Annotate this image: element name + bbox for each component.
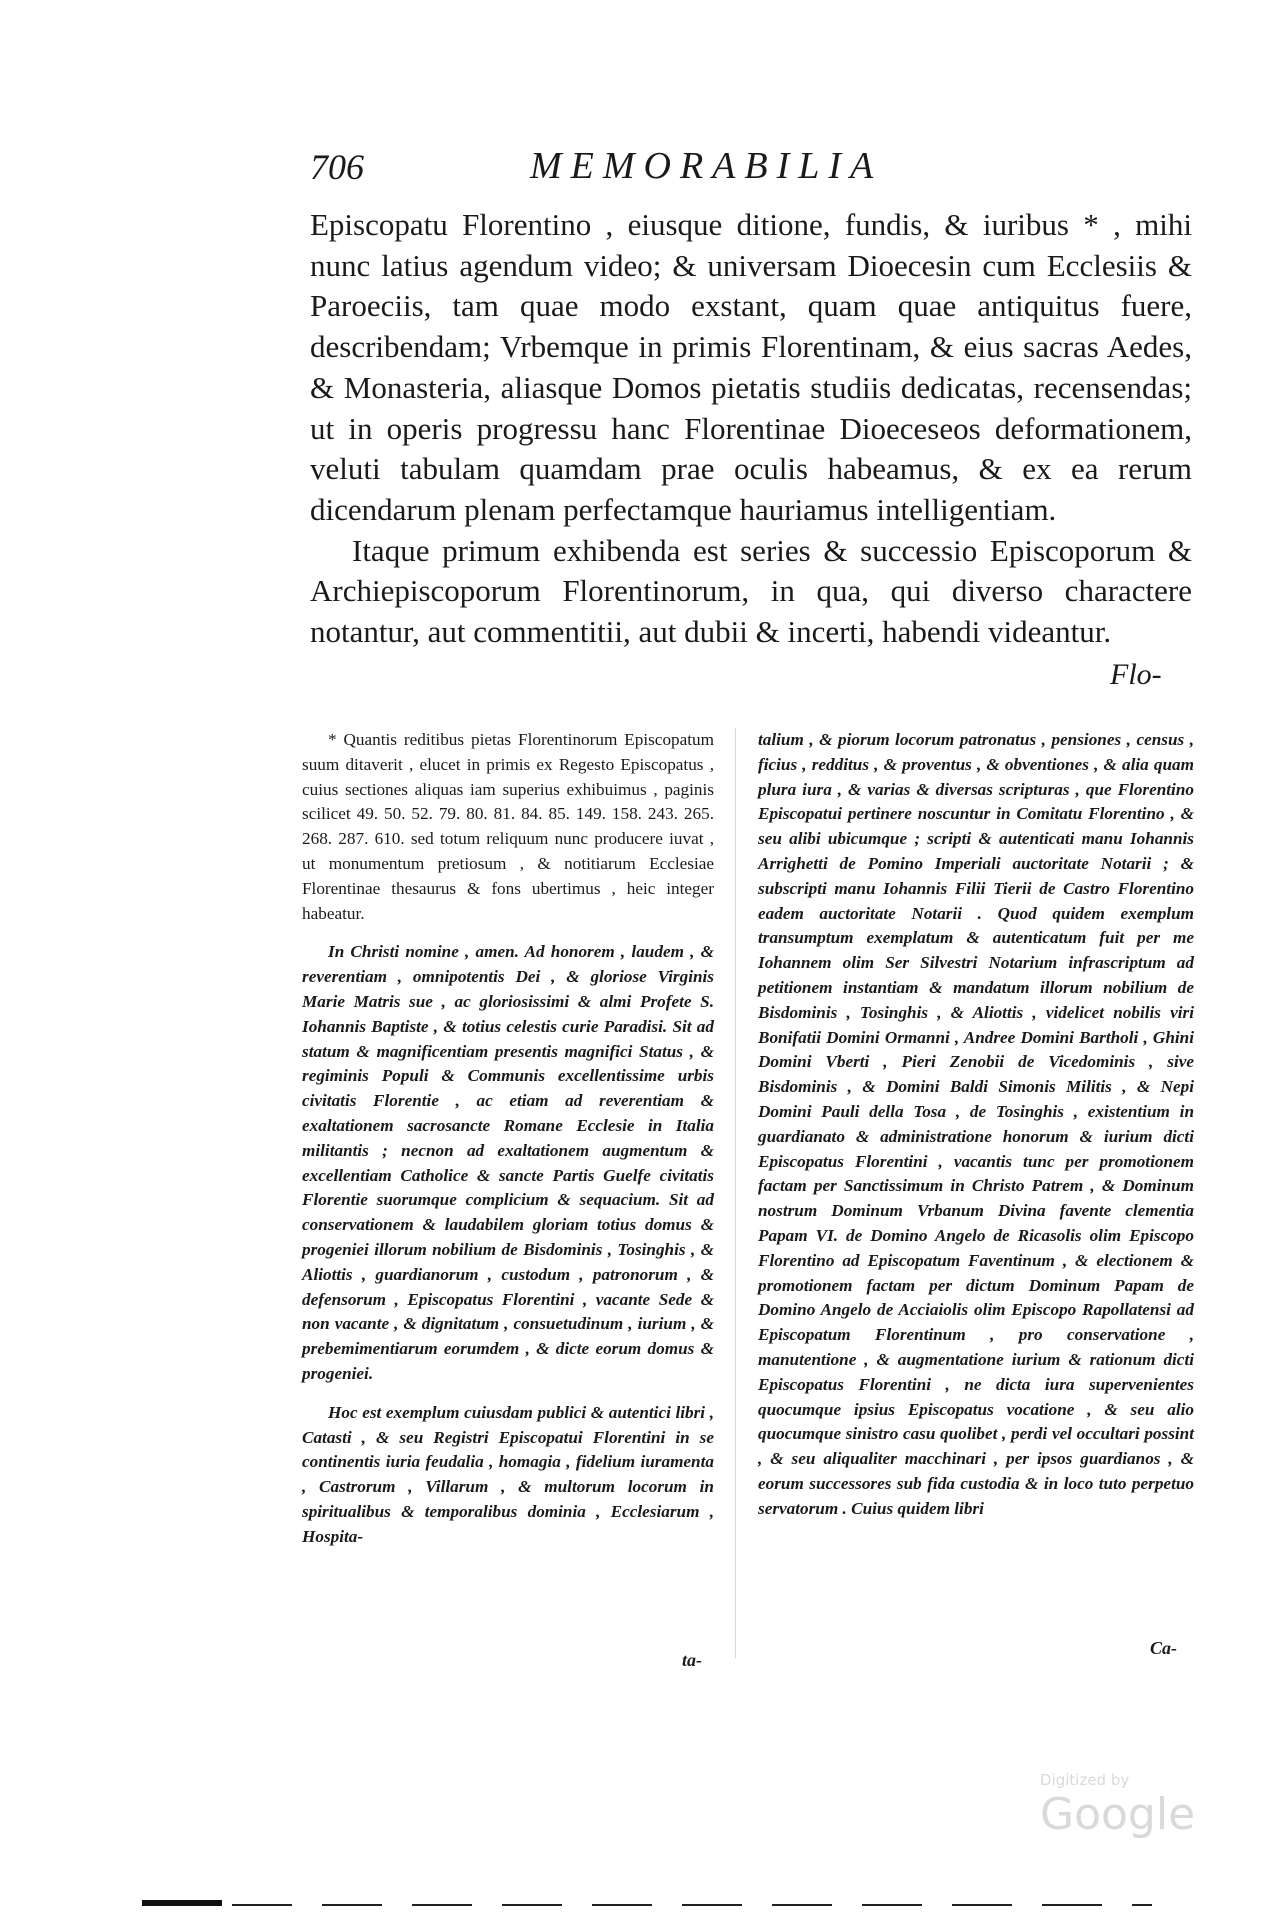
page-number: 706 xyxy=(310,147,364,187)
main-text xyxy=(310,205,1192,653)
column-divider xyxy=(735,728,736,1658)
watermark-prefix: Digitized by xyxy=(1040,1771,1130,1789)
right-catchword: Ca- xyxy=(1150,1638,1177,1658)
running-title: MEMORABILIA xyxy=(530,145,883,187)
watermark-brand: Google xyxy=(1040,1789,1196,1840)
document-exemplum: Hoc est exemplum cuiusdam publici & autentici libri , Catasti , & seu Registri Episcopatui Florentini in se continentis iuria feudalia , homagia , fidelium iuramenta , Castrorum , Villarum , & multorum locorum in spiritualibus & temporalibus dominia , Ecclesiarum , Hospita- xyxy=(302,1402,714,1546)
footnote-asterisk: * Quantis reditibus pietas Florentinorum Episcopatum suum ditaverit , elucet in primis ex Regesto Episcopatus , cuius sectiones aliquas iam superius exhibuimus , paginis scilicet 49. 50. 52. 79. 80. 81. 84. 85. 149. 158. 243. 265. 268. 287. 610. sed totum reliquum nunc producere iuvat , ut monumentum pretiosum , & notitiarum Ecclesiae Florentinae thesaurus & fons ubertimus , heic integer habeatur. xyxy=(302,730,714,923)
document-continuation: talium , & piorum locorum patronatus , pensiones , census , ficius , redditus , & proventus , & obventiones , & alia quam plura iura , & varias & diversas scripturas , que Florentino Episcopatui pertinere noscuntur in Comitatu Florentino , & seu alibi ubicumque ; scripti & autenticati manu Iohannis Arrighetti de Pomino Imperiali auctoritate Notarii ; & subscripti manu Iohannis Filii Tierii de Castro Florentino eadem auctoritate Notarii . Quod quidem exemplum transumptum exemplatum & autenticatum fuit per me Iohannem olim Ser Silvestri Notarium infrascriptum ad petitionem instantiam & mandatum illorum nobilium de Bisdominis , Tosinghis , & Aliottis , videlicet nobilis viri Bonifatii Domini Ormanni , Andree Domini Bartholi , Ghini Domini Vberti , Pieri Zenobii de Vicedominis , sive Bisdominis , & Domini Baldi Simonis Militis , & Nepi Domini Pauli della Tosa , de Tosinghis , existentium in guardianato & administratione honorum & iurium dicti Episcopatus Florentini , vacantis tunc per promotionem factam per Sanctissimum in Christo Patrem , & Dominum nostrum Dominum Vrbanum Divina favente clementia Papam VI. de Domino Angelo de Ricasolis olim Episcopo Florentino ad Episcopatum Faventinum , & electionem & promotionem factam per dictum Dominum Papam de Domino Angelo de Acciaiolis olim Episcopo Rapollatensi ad Episcopatum Florentinum , pro conservatione , manutentione , & augmentatione iurium & rationum dicti Episcopatus Florentini , ne dicta iura supervenientes quocumque ipsius Episcopatus vocatione , & seu alio quocumque sinistro casu quolibet , perdi vel occultari possint , & seu aliqualiter macchinari , per ipsos guardianos , & eorum successores sub fida custodia & in loco tuto perpetuo servatorum . Cuius quidem libri xyxy=(758,730,1194,1518)
main-paragraph-2: Itaque primum exhibenda est series & successio Episcoporum & Archiepiscoporum Florentinorum, in qua, qui diverso charactere notantur, aut commentitii, aut dubii & incerti, habendi videantur. xyxy=(310,532,1192,650)
bottom-scan-mark xyxy=(142,1900,222,1906)
document-invocation: In Christi nomine , amen. Ad honorem , laudem , & reverentiam , omnipotentis Dei , & gloriose Virginis Marie Matris sue , ac gloriosissimi & almi Profete S. Iohannis Baptiste , & totius celestis curie Paradisi. Sit ad statum & magnificentiam presentis magnifici Status , & regiminis Populi & Communis excellentissime urbis civitatis Florentie , ac etiam ad reverentiam & exaltationem sacrosancte Romane Ecclesie in Italia militantis ; necnon ad exaltationem augmentum & excellentiam Catholice & sancte Partis Guelfe civitatis Florentie suorumque complicium & sequacium. Sit ad conservationem & laudabilem gloriam totius domus & progeniei illorum nobilium de Bisdominis , Tosinghis , & Aliottis , guardianorum , custodum , patronorum , & defensorum , Episcopatus Florentini , vacante Sede & non vacante , & dignitatum , consuetudinum , iurium , & prebemimentiarum eorumdem , & dicte eorum domus & progeniei. xyxy=(302,942,714,1383)
footnotes-left-column xyxy=(302,728,714,1564)
bottom-scan-rule xyxy=(142,1904,1152,1906)
page-header xyxy=(310,140,1010,190)
main-catchword: Flo- xyxy=(1110,658,1162,691)
main-paragraph-1: Episcopatu Florentino , eiusque ditione, fundis, & iuribus * , mihi nunc latius agendum video; & universam Dioecesin cum Ecclesiis & Paroeciis, tam quae modo exstant, quam quae antiquitus fuere, describendam; Vrbemque in primis Florentinam, & eius sacras Aedes, & Monasteria, aliasque Domos pietatis studiis dedicatas, recensendas; ut in operis progressu hanc Florentinae Dioeceseos deformationem, veluti tabulam quamdam prae oculis habeamus, & ex ea rerum dicendarum plenam perfectamque hauriamus intelligentiam. xyxy=(310,207,1192,527)
digitization-watermark xyxy=(1040,1770,1288,1840)
footnotes-right-column xyxy=(758,728,1194,1536)
left-catchword: ta- xyxy=(682,1650,702,1670)
